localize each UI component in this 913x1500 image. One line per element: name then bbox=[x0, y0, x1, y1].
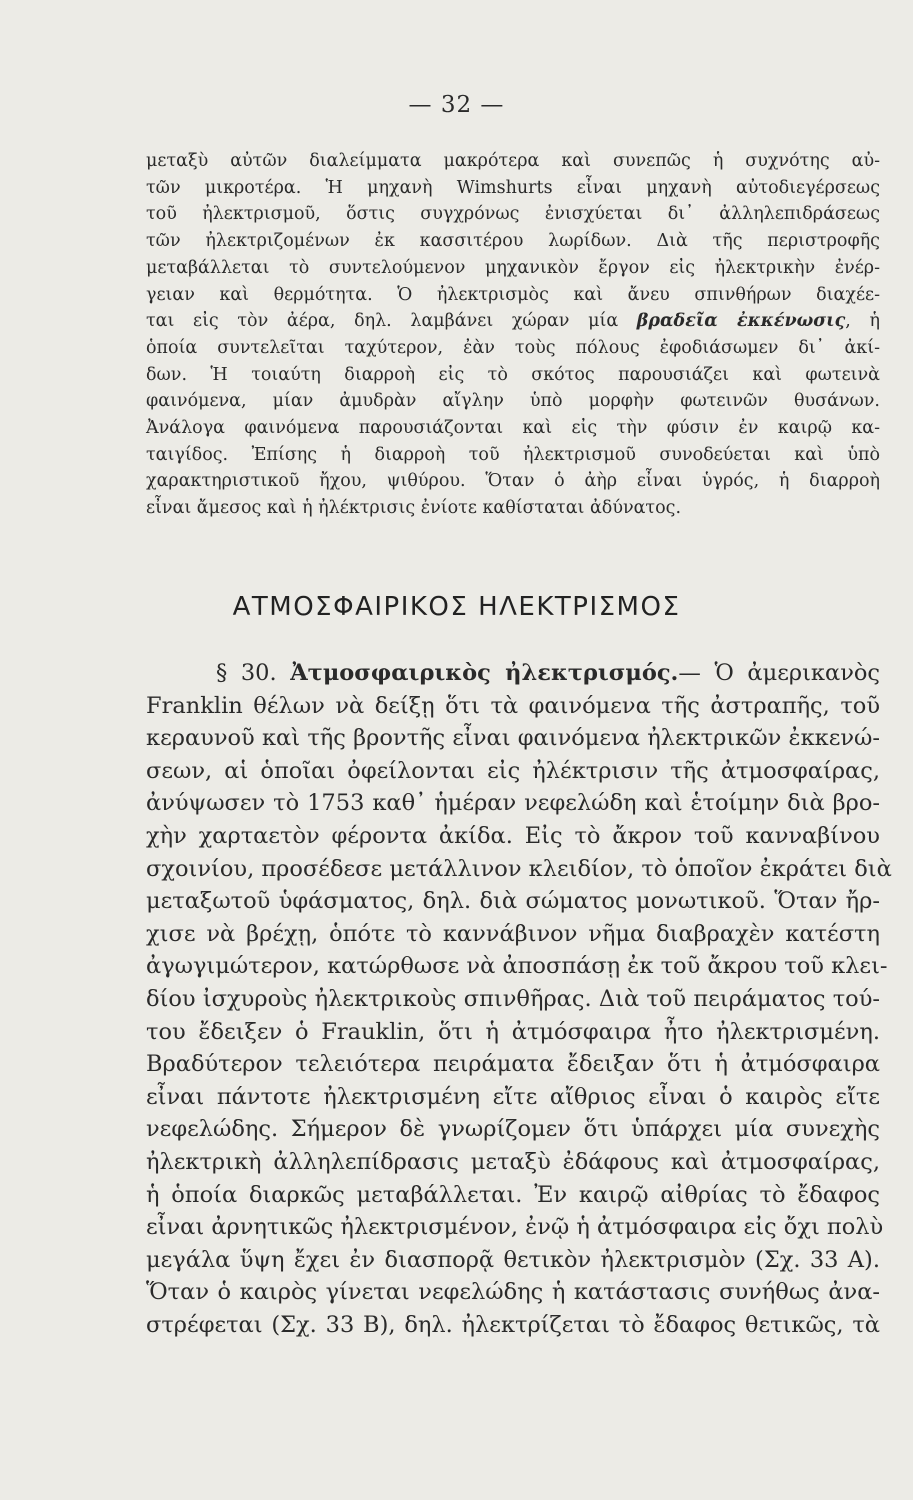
intro-paragraph bbox=[146, 148, 880, 522]
text-line: δων. Ἡ τοιαύτη διαρροὴ εἰς τὸ σκότος παρουσιάζει καὶ φωτεινὰ bbox=[146, 364, 880, 385]
text-line: εἶναι ἀρνητικῶς ἠλεκτρισμένον, ἐνῷ ἡ ἀτμόσφαιρα εἰς ὄχι πολὺ bbox=[146, 1214, 884, 1241]
emphasis-term: βραδεῖα ἐκκένωσις bbox=[636, 311, 846, 332]
text-line-with-emphasis bbox=[146, 308, 880, 335]
text-line: στρέφεται (Σχ. 33 Β), δηλ. ἠλεκτρίζεται τὸ ἔδαφος θετικῶς, τὰ bbox=[146, 1311, 880, 1338]
section-title: Ἀτμοσφαιρικὸς ἠλεκτρισμός. bbox=[290, 660, 679, 686]
page-number: — 32 — bbox=[408, 92, 505, 118]
text-line: μεταβάλλεται τὸ συντελούμενον μηχανικὸν ἔργον εἰς ἠλεκτρικὴν ἐνέρ- bbox=[146, 257, 880, 278]
text-line: ὁποία συντελεῖται ταχύτερον, ἐὰν τοὺς πόλους ἐφοδιάσωμεν δι᾿ ἀκί- bbox=[146, 337, 880, 358]
text-line: ἠλεκτρικὴ ἀλληλεπίδρασις μεταξὺ ἐδάφους καὶ ἀτμοσφαίρας, bbox=[146, 1148, 880, 1175]
text-line: Ὅταν ὁ καιρὸς γίνεται νεφελώδης ἡ κατάστασις συνήθως ἀνα- bbox=[146, 1279, 880, 1306]
text-line: ἡ ὁποία διαρκῶς μεταβάλλεται. Ἐν καιρῷ αἰθρίας τὸ ἔδαφος bbox=[146, 1181, 880, 1208]
text-segment: — Ὁ ἀμερικανὸς bbox=[678, 660, 881, 686]
text-segment: ται εἰς τὸν ἀέρα, δηλ. λαμβάνει χώραν μία bbox=[146, 311, 619, 332]
text-line: Βραδύτερον τελειότερα πειράματα ἔδειξαν ὅτι ἡ ἀτμόσφαιρα bbox=[146, 1051, 880, 1078]
text-line: χαρακτηριστικοῦ ἤχου, ψιθύρου. Ὅταν ὁ ἀὴρ εἶναι ὑγρός, ἡ διαρροὴ bbox=[146, 471, 880, 492]
text-line: νεφελώδης. Σήμερον δὲ γνωρίζομεν ὅτι ὑπάρχει μία συνεχὴς bbox=[146, 1116, 880, 1143]
text-line: σεων, αἱ ὁποῖαι ὀφείλονται εἰς ἠλέκτρισιν τῆς ἀτμοσφαίρας, bbox=[146, 757, 880, 784]
text-line: χισε νὰ βρέχῃ, ὁπότε τὸ καννάβινον νῆμα διαβραχὲν κατέστη bbox=[146, 920, 880, 947]
text-line: δίου ἰσχυροὺς ἠλεκτρικοὺς σπινθῆρας. Διὰ τοῦ πειράματος τού- bbox=[146, 985, 880, 1012]
text-line: χὴν χαρταετὸν φέροντα ἀκίδα. Εἰς τὸ ἄκρον τοῦ κανναβίνου bbox=[146, 822, 880, 849]
text-line: ἀγωγιμώτερον, κατώρθωσε νὰ ἀποσπάσῃ ἐκ τοῦ ἄκρου τοῦ κλει- bbox=[146, 953, 888, 980]
text-line: Franklin θέλων νὰ δείξῃ ὅτι τὰ φαινόμενα τῆς ἀστραπῆς, τοῦ bbox=[146, 692, 880, 719]
text-line: μεταξὺ αὐτῶν διαλείμματα μακρότερα καὶ συνεπῶς ἡ συχνότης αὐ- bbox=[146, 151, 880, 171]
text-line: εἶναι ἄμεσος καὶ ἡ ἠλέκτρισις ἐνίοτε καθίσταται ἀδύνατος. bbox=[146, 498, 682, 519]
text-line: κεραυνοῦ καὶ τῆς βροντῆς εἶναι φαινόμενα ἠλεκτρικῶν ἐκκενώ- bbox=[146, 725, 880, 752]
text-line: μεγάλα ὕψη ἔχει ἐν διασπορᾷ θετικὸν ἠλεκτρισμὸν (Σχ. 33 Α). bbox=[146, 1246, 880, 1273]
text-line: σχοινίου, προσέδεσε μετάλλινον κλειδίον, τὸ ὁποῖον ἐκράτει διὰ bbox=[146, 855, 892, 882]
text-line: γειαν καὶ θερμότητα. Ὁ ἠλεκτρισμὸς καὶ ἄνευ σπινθήρων διαχέε- bbox=[146, 284, 880, 305]
text-line: του ἔδειξεν ὁ Frauklin, ὅτι ἡ ἀτμόσφαιρα ἦτο ἠλεκτρισμένη. bbox=[146, 1018, 880, 1045]
text-line: εἶναι πάντοτε ἠλεκτρισμένη εἴτε αἴθριος εἶναι ὁ καιρὸς εἴτε bbox=[146, 1083, 880, 1110]
text-line: τοῦ ἠλεκτρισμοῦ, ὅστις συγχρόνως ἐνισχύεται δι᾿ ἀλληλεπιδράσεως bbox=[146, 204, 880, 225]
text-line: ταιγίδος. Ἐπίσης ἡ διαρροὴ τοῦ ἠλεκτρισμοῦ συνοδεύεται καὶ ὑπὸ bbox=[146, 444, 880, 465]
section-first-line bbox=[146, 657, 880, 690]
section-number: § 30. bbox=[216, 660, 277, 686]
text-line: ἀνύψωσεν τὸ 1753 καθ᾿ ἡμέραν νεφελώδη καὶ ἑτοίμην διὰ βρο- bbox=[146, 790, 880, 817]
text-line: Ἀνάλογα φαινόμενα παρουσιάζονται καὶ εἰς τὴν φύσιν ἐν καιρῷ κα- bbox=[146, 418, 880, 439]
text-line: φαινόμενα, μίαν ἀμυδρὰν αἴγλην ὑπὸ μορφὴν φωτεινῶν θυσάνων. bbox=[146, 391, 880, 412]
text-line: τῶν μικροτέρα. Ἡ μηχανὴ Wimshurts εἶναι μηχανὴ αὐτοδιεγέρσεως bbox=[146, 177, 880, 198]
section-heading: ΑΤΜΟΣΦΑΙΡΙΚΟΣ ΗΛΕΚΤΡΙΣΜΟΣ bbox=[232, 592, 681, 622]
text-segment: , ἡ bbox=[845, 311, 880, 332]
section-paragraph bbox=[146, 657, 892, 1341]
text-line: μεταξωτοῦ ὑφάσματος, δηλ. διὰ σώματος μονωτικοῦ. Ὅταν ἤρ- bbox=[146, 888, 880, 915]
text-line: τῶν ἠλεκτριζομένων ἐκ κασσιτέρου λωρίδων. Διὰ τῆς περιστροφῆς bbox=[146, 231, 880, 252]
